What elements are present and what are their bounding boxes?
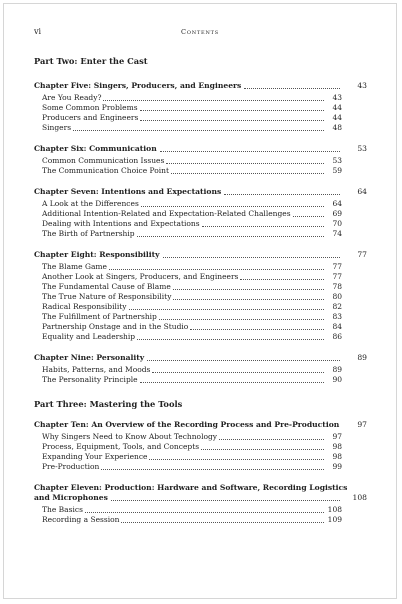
section-title: Partnership Onstage and in the Studio [42,322,189,331]
dot-leader [111,493,340,501]
chapter-entry[interactable] [34,420,367,430]
page-ref: 64 [332,199,342,208]
page-ref: 78 [332,282,342,291]
part-title: Part Two: Enter the Cast [34,56,148,66]
section-title: Pre-Production [42,462,100,471]
page-ref: 99 [332,462,342,471]
dot-leader [219,432,324,440]
section-entry[interactable] [42,452,342,462]
section-title: Producers and Engineers [42,113,139,122]
dot-leader [202,219,324,227]
chapter-entry[interactable] [34,187,367,197]
section-title: The Fulfillment of Partnership [42,312,157,321]
section-entry[interactable] [42,302,342,312]
page-ref: 97 [332,432,342,441]
page-ref: 86 [332,332,342,341]
dot-leader [129,302,324,310]
page-ref: 77 [357,250,367,259]
section-entry[interactable] [42,113,342,123]
section-entry[interactable] [42,322,342,332]
page-ref: 97 [357,420,367,429]
dot-leader [149,452,324,460]
section-title: Radical Responsibility [42,302,127,311]
dot-leader [240,272,324,280]
dot-leader [137,332,324,340]
section-entry[interactable] [42,515,342,525]
section-title: The Fundamental Cause of Blame [42,282,171,291]
section-entry[interactable] [42,272,342,282]
page-ref: 108 [352,493,367,502]
chapter-title: Chapter Eight: Responsibility [34,250,160,259]
page-ref: 80 [332,292,342,301]
dot-leader [137,229,324,237]
dot-leader [85,505,324,513]
page-ref: 59 [332,166,342,175]
page-ref: 43 [332,93,342,102]
dot-leader [103,93,324,101]
page-ref: 83 [332,312,342,321]
page-header [4,27,396,37]
section-title: The Blame Game [42,262,107,271]
page-ref: 64 [357,187,367,196]
chapter-title-continued: and Microphones [34,493,108,502]
dot-leader [140,103,324,111]
page-ref: 43 [357,81,367,90]
dot-leader [159,312,324,320]
chapter-title: Chapter Six: Communication [34,144,157,153]
page-ref: 53 [332,156,342,165]
dot-leader [201,442,324,450]
section-entry[interactable] [42,365,342,375]
section-title: The Communication Choice Point [42,166,170,175]
page-ref: 70 [332,219,342,228]
chapter-title: Chapter Seven: Intentions and Expectations [34,187,222,196]
dot-leader [171,166,324,174]
section-title: Dealing with Intentions and Expectations [42,219,200,228]
page-ref: 89 [357,353,367,362]
chapter-title: Chapter Eleven: Production: Hardware and Software, Recording Logistics [34,483,348,492]
section-entry[interactable] [42,282,342,292]
section-title: Habits, Patterns, and Moods [42,365,151,374]
section-title: Are You Ready? [42,93,102,102]
chapter-entry[interactable] [34,483,367,503]
page-ref: 77 [332,262,342,271]
page-ref: 77 [332,272,342,281]
page-ref: 98 [332,442,342,451]
section-title: The Birth of Partnership [42,229,135,238]
dot-leader [224,187,340,195]
section-title: Process, Equipment, Tools, and Concepts [42,442,200,451]
page-ref: 82 [332,302,342,311]
dot-leader [121,515,324,523]
section-entry[interactable] [42,375,342,385]
section-title: Recording a Session [42,515,120,524]
chapter-entry[interactable] [34,81,367,91]
dot-leader [293,209,324,217]
chapter-entry[interactable] [34,250,367,260]
section-entry[interactable] [42,332,342,342]
book-page [3,3,397,599]
page-ref: 84 [332,322,342,331]
page-ref: 108 [327,505,342,514]
chapter-entry[interactable] [34,353,367,363]
chapter-title: Chapter Ten: An Overview of the Recording Process and Pre-Production [34,420,340,429]
dot-leader [101,462,324,470]
section-entry[interactable] [42,93,342,103]
page-ref: 69 [332,209,342,218]
section-entry[interactable] [42,209,342,219]
section-entry[interactable] [42,505,342,515]
section-entry[interactable] [42,432,342,442]
section-entry[interactable] [42,292,342,302]
section-title: Common Communication Issues [42,156,165,165]
section-entry[interactable] [42,442,342,452]
section-title: Another Look at Singers, Producers, and Engineers [42,272,239,281]
dot-leader [152,365,324,373]
dot-leader [147,353,340,361]
section-title: Expanding Your Experience [42,452,148,461]
dot-leader [173,292,324,300]
section-title: Why Singers Need to Know About Technology [42,432,218,441]
section-entry[interactable] [42,156,342,166]
dot-leader [140,375,324,383]
page-ref: 89 [332,365,342,374]
section-title: The Basics [42,505,83,514]
page-ref: 48 [332,123,342,132]
dot-leader [140,113,324,121]
table-of-contents [34,55,367,525]
section-entry[interactable] [42,262,342,272]
page-ref: 109 [327,515,342,524]
dot-leader [163,250,340,258]
section-entry[interactable] [42,123,342,133]
section-title: Singers [42,123,72,132]
section-entry[interactable] [42,219,342,229]
section-title: The True Nature of Responsibility [42,292,172,301]
section-title: A Look at the Differences [42,199,139,208]
page-ref: 74 [332,229,342,238]
dot-leader [244,81,340,89]
section-entry[interactable] [42,462,342,472]
part-title: Part Three: Mastering the Tools [34,399,183,409]
chapter-title: Chapter Five: Singers, Producers, and Engineers [34,81,242,90]
section-entry[interactable] [42,166,342,176]
section-title: Equality and Leadership [42,332,136,341]
chapter-entry[interactable] [34,144,367,154]
running-head: Contents [180,28,220,36]
section-title: Additional Intention-Related and Expectation-Related Challenges [42,209,291,218]
dot-leader [166,156,324,164]
page-ref: 53 [357,144,367,153]
page-ref: 44 [332,103,342,112]
section-entry[interactable] [42,199,342,209]
section-title: The Personality Principle [42,375,138,384]
page-ref: 98 [332,452,342,461]
section-entry[interactable] [42,103,342,113]
dot-leader [160,144,340,152]
page-number: vi [34,27,42,36]
dot-leader [190,322,324,330]
chapter-title: Chapter Nine: Personality [34,353,145,362]
section-title: Some Common Problems [42,103,138,112]
dot-leader [141,199,324,207]
page-ref: 44 [332,113,342,122]
dot-leader [73,123,324,131]
dot-leader [109,262,324,270]
section-entry[interactable] [42,229,342,239]
dot-leader [173,282,324,290]
section-entry[interactable] [42,312,342,322]
page-ref: 90 [332,375,342,384]
